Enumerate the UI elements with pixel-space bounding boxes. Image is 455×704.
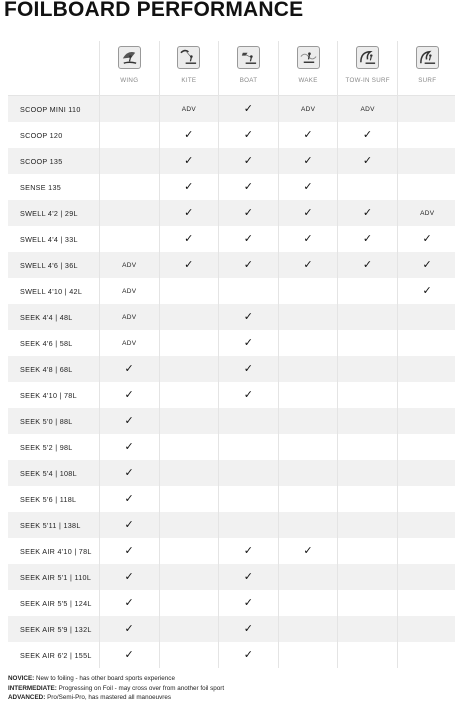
table-body xyxy=(8,96,455,668)
rating-cell-boat xyxy=(218,460,278,486)
rating-cell-kite xyxy=(159,616,219,642)
check-icon: ✓ xyxy=(303,154,313,167)
rating-cell-wake xyxy=(278,200,338,226)
check-icon: ✓ xyxy=(124,570,135,583)
corner-cell xyxy=(8,41,99,95)
legend-intermediate xyxy=(8,684,224,694)
check-icon: ✓ xyxy=(184,232,194,245)
board-name: SCOOP MINI 110 xyxy=(20,104,81,114)
table-header-row xyxy=(8,41,455,96)
rating-cell-tow-in-surf xyxy=(337,226,397,252)
rating-cell-kite xyxy=(159,96,219,122)
rating-cell-wing xyxy=(99,642,159,668)
legend-text: Pro/Semi-Pro, has mastered all manoeuvres xyxy=(47,694,171,702)
board-name: SEEK AIR 5'1 | 110L xyxy=(20,572,92,582)
check-icon: ✓ xyxy=(243,258,254,271)
check-icon: ✓ xyxy=(303,128,313,141)
check-icon: ✓ xyxy=(243,128,254,141)
rating-cell-wing xyxy=(99,538,159,564)
board-name: SEEK 5'4 | 108L xyxy=(20,468,77,478)
rating-cell-surf xyxy=(397,148,455,174)
rating-cell-surf xyxy=(397,330,455,356)
check-icon: ✓ xyxy=(124,492,135,505)
table-row xyxy=(8,226,455,252)
sport-column-boat xyxy=(218,41,278,95)
check-icon: ✓ xyxy=(184,258,194,271)
board-name: SCOOP 120 xyxy=(20,130,63,140)
advanced-badge: ADV xyxy=(122,313,137,321)
sport-column-wake xyxy=(278,41,338,95)
check-icon: ✓ xyxy=(243,180,254,193)
rating-cell-wing xyxy=(99,278,159,304)
rating-cell-surf xyxy=(397,616,455,642)
check-icon: ✓ xyxy=(124,414,135,427)
rating-cell-kite xyxy=(159,512,219,538)
rating-cell-wake xyxy=(278,330,338,356)
legend-novice xyxy=(8,674,224,684)
rating-cell-wing xyxy=(99,96,159,122)
rating-cell-surf xyxy=(397,538,455,564)
rating-cell-wake xyxy=(278,434,338,460)
rating-cell-wake xyxy=(278,408,338,434)
tow-in-surf-icon xyxy=(356,46,379,69)
rating-cell-kite xyxy=(159,122,219,148)
rating-cell-tow-in-surf xyxy=(337,252,397,278)
table-row xyxy=(8,174,455,200)
board-name: SEEK AIR 4'10 | 78L xyxy=(20,546,92,556)
rating-cell-surf xyxy=(397,460,455,486)
rating-cell-wing xyxy=(99,616,159,642)
advanced-badge: ADV xyxy=(360,105,375,113)
wing-foil-icon xyxy=(118,46,141,69)
legend-advanced xyxy=(8,693,224,703)
check-icon: ✓ xyxy=(243,622,254,635)
wake-foil-icon xyxy=(297,46,320,69)
table-row xyxy=(8,538,455,564)
rating-cell-kite xyxy=(159,486,219,512)
check-icon: ✓ xyxy=(362,206,373,219)
rating-cell-kite xyxy=(159,200,219,226)
rating-cell-tow-in-surf xyxy=(337,200,397,226)
rating-cell-boat xyxy=(218,616,278,642)
rating-cell-wing xyxy=(99,460,159,486)
rating-cell-kite xyxy=(159,434,219,460)
rating-cell-kite xyxy=(159,278,219,304)
legend-term: INTERMEDIATE: xyxy=(8,684,57,692)
rating-cell-kite xyxy=(159,642,219,668)
rating-cell-boat xyxy=(218,96,278,122)
rating-cell-surf xyxy=(397,590,455,616)
check-icon: ✓ xyxy=(184,180,194,193)
surf-foil-icon xyxy=(416,46,439,69)
advanced-badge: ADV xyxy=(122,261,137,269)
rating-cell-surf xyxy=(397,174,455,200)
board-name: SEEK 5'11 | 138L xyxy=(20,520,81,530)
rating-cell-boat xyxy=(218,122,278,148)
rating-cell-boat xyxy=(218,408,278,434)
check-icon: ✓ xyxy=(303,206,313,219)
check-icon: ✓ xyxy=(124,362,135,375)
rating-cell-tow-in-surf xyxy=(337,356,397,382)
board-name: SEEK AIR 6'2 | 155L xyxy=(20,650,92,660)
check-icon: ✓ xyxy=(362,232,373,245)
rating-cell-wing xyxy=(99,200,159,226)
check-icon: ✓ xyxy=(362,128,373,141)
rating-cell-wake xyxy=(278,460,338,486)
sport-column-kite xyxy=(159,41,219,95)
check-icon: ✓ xyxy=(243,362,254,375)
rating-cell-tow-in-surf xyxy=(337,278,397,304)
table-row xyxy=(8,382,455,408)
check-icon: ✓ xyxy=(184,206,194,219)
check-icon: ✓ xyxy=(243,102,254,115)
table-row xyxy=(8,434,455,460)
rating-cell-surf xyxy=(397,304,455,330)
legend-term: ADVANCED: xyxy=(8,694,46,702)
check-icon: ✓ xyxy=(422,258,433,271)
rating-cell-wing xyxy=(99,486,159,512)
board-name: SWELL 4'4 | 33L xyxy=(20,234,78,244)
board-name: SEEK 4'8 | 68L xyxy=(20,364,73,374)
check-icon: ✓ xyxy=(124,388,135,401)
rating-cell-boat xyxy=(218,382,278,408)
check-icon: ✓ xyxy=(303,180,313,193)
sport-label: BOAT xyxy=(239,77,258,84)
rating-cell-wake xyxy=(278,174,338,200)
board-name: SEEK 5'2 | 98L xyxy=(20,442,73,452)
rating-cell-wing xyxy=(99,174,159,200)
table-row xyxy=(8,252,455,278)
rating-cell-kite xyxy=(159,408,219,434)
advanced-badge: ADV xyxy=(420,209,435,217)
legend-term: NOVICE: xyxy=(8,675,35,682)
check-icon: ✓ xyxy=(243,310,254,323)
rating-cell-wake xyxy=(278,252,338,278)
rating-cell-kite xyxy=(159,564,219,590)
rating-cell-wake xyxy=(278,616,338,642)
rating-cell-tow-in-surf xyxy=(337,512,397,538)
check-icon: ✓ xyxy=(243,596,254,609)
table-row xyxy=(8,486,455,512)
rating-cell-wake xyxy=(278,564,338,590)
rating-cell-tow-in-surf xyxy=(337,122,397,148)
table-row xyxy=(8,122,455,148)
rating-cell-wake xyxy=(278,382,338,408)
rating-cell-wing xyxy=(99,226,159,252)
rating-cell-wake xyxy=(278,512,338,538)
rating-cell-surf xyxy=(397,382,455,408)
legend-text: New to foiling - has other board sports experience xyxy=(36,675,175,682)
advanced-badge: ADV xyxy=(300,105,316,113)
rating-cell-tow-in-surf xyxy=(337,96,397,122)
rating-cell-wing xyxy=(99,252,159,278)
rating-cell-kite xyxy=(159,226,219,252)
board-name: SWELL 4'10 | 42L xyxy=(20,286,83,296)
rating-cell-surf xyxy=(397,278,455,304)
check-icon: ✓ xyxy=(422,284,433,297)
check-icon: ✓ xyxy=(184,128,194,141)
check-icon: ✓ xyxy=(124,466,135,479)
rating-cell-boat xyxy=(218,148,278,174)
rating-cell-surf xyxy=(397,252,455,278)
board-name: SENSE 135 xyxy=(20,182,62,192)
rating-cell-wake xyxy=(278,538,338,564)
rating-cell-tow-in-surf xyxy=(337,382,397,408)
rating-cell-boat xyxy=(218,278,278,304)
sport-column-wing xyxy=(99,41,159,95)
rating-cell-boat xyxy=(218,564,278,590)
advanced-badge: ADV xyxy=(122,287,137,295)
rating-cell-boat xyxy=(218,330,278,356)
check-icon: ✓ xyxy=(422,232,433,245)
check-icon: ✓ xyxy=(243,570,254,583)
rating-cell-surf xyxy=(397,512,455,538)
check-icon: ✓ xyxy=(243,206,254,219)
rating-cell-boat xyxy=(218,356,278,382)
rating-cell-kite xyxy=(159,460,219,486)
table-row xyxy=(8,330,455,356)
rating-cell-kite xyxy=(159,304,219,330)
table-row xyxy=(8,460,455,486)
check-icon: ✓ xyxy=(303,258,313,271)
rating-cell-kite xyxy=(159,330,219,356)
rating-cell-wing xyxy=(99,382,159,408)
rating-cell-boat xyxy=(218,304,278,330)
sport-label: KITE xyxy=(181,77,197,84)
table-row xyxy=(8,356,455,382)
rating-cell-tow-in-surf xyxy=(337,642,397,668)
performance-table xyxy=(8,41,455,668)
rating-cell-surf xyxy=(397,356,455,382)
rating-cell-boat xyxy=(218,642,278,668)
check-icon: ✓ xyxy=(243,154,254,167)
board-name: SEEK AIR 5'9 | 132L xyxy=(20,624,92,634)
rating-cell-tow-in-surf xyxy=(337,434,397,460)
board-name: SEEK 5'6 | 118L xyxy=(20,494,77,504)
rating-cell-kite xyxy=(159,356,219,382)
rating-cell-tow-in-surf xyxy=(337,304,397,330)
table-row xyxy=(8,278,455,304)
rating-cell-wing xyxy=(99,330,159,356)
rating-cell-tow-in-surf xyxy=(337,590,397,616)
table-row xyxy=(8,616,455,642)
check-icon: ✓ xyxy=(362,258,373,271)
rating-cell-boat xyxy=(218,538,278,564)
rating-cell-surf xyxy=(397,486,455,512)
rating-cell-wing xyxy=(99,590,159,616)
rating-cell-tow-in-surf xyxy=(337,616,397,642)
rating-cell-wing xyxy=(99,408,159,434)
rating-cell-surf xyxy=(397,434,455,460)
table-row xyxy=(8,590,455,616)
rating-cell-wake xyxy=(278,356,338,382)
board-name: SCOOP 135 xyxy=(20,156,63,166)
rating-cell-surf xyxy=(397,122,455,148)
rating-cell-wing xyxy=(99,122,159,148)
sport-label: WAKE xyxy=(298,77,318,84)
rating-cell-surf xyxy=(397,408,455,434)
skill-legend xyxy=(8,674,224,703)
rating-cell-boat xyxy=(218,512,278,538)
rating-cell-wing xyxy=(99,356,159,382)
board-name: SWELL 4'2 | 29L xyxy=(20,208,78,218)
advanced-badge: ADV xyxy=(122,339,137,347)
board-name: SEEK 4'10 | 78L xyxy=(20,390,77,400)
sport-label: TOW-IN SURF xyxy=(345,77,390,84)
rating-cell-surf xyxy=(397,564,455,590)
check-icon: ✓ xyxy=(243,388,254,401)
rating-cell-wake xyxy=(278,590,338,616)
rating-cell-tow-in-surf xyxy=(337,174,397,200)
boat-foil-icon xyxy=(237,46,260,69)
rating-cell-wake xyxy=(278,226,338,252)
rating-cell-boat xyxy=(218,252,278,278)
rating-cell-wing xyxy=(99,304,159,330)
rating-cell-wing xyxy=(99,564,159,590)
page-title: FOILBOARD PERFORMANCE xyxy=(4,0,304,21)
table-row xyxy=(8,642,455,668)
sport-column-tow-in-surf xyxy=(337,41,397,95)
board-name: SEEK 4'4 | 48L xyxy=(20,312,73,322)
check-icon: ✓ xyxy=(124,518,135,531)
check-icon: ✓ xyxy=(124,544,135,557)
table-row xyxy=(8,96,455,122)
rating-cell-wake xyxy=(278,122,338,148)
board-name: SEEK 4'6 | 58L xyxy=(20,338,73,348)
check-icon: ✓ xyxy=(243,544,254,557)
rating-cell-kite xyxy=(159,148,219,174)
board-name: SWELL 4'6 | 36L xyxy=(20,260,78,270)
rating-cell-boat xyxy=(218,226,278,252)
rating-cell-kite xyxy=(159,590,219,616)
rating-cell-boat xyxy=(218,434,278,460)
rating-cell-tow-in-surf xyxy=(337,330,397,356)
check-icon: ✓ xyxy=(124,440,135,453)
check-icon: ✓ xyxy=(124,648,135,661)
rating-cell-wake xyxy=(278,96,338,122)
board-name: SEEK 5'0 | 88L xyxy=(20,416,73,426)
rating-cell-kite xyxy=(159,538,219,564)
rating-cell-kite xyxy=(159,252,219,278)
rating-cell-boat xyxy=(218,174,278,200)
rating-cell-tow-in-surf xyxy=(337,564,397,590)
rating-cell-wing xyxy=(99,148,159,174)
rating-cell-boat xyxy=(218,486,278,512)
rating-cell-boat xyxy=(218,590,278,616)
rating-cell-wake xyxy=(278,642,338,668)
advanced-badge: ADV xyxy=(181,105,197,113)
rating-cell-surf xyxy=(397,200,455,226)
kite-foil-icon xyxy=(177,46,200,69)
rating-cell-tow-in-surf xyxy=(337,460,397,486)
rating-cell-tow-in-surf xyxy=(337,486,397,512)
legend-text: Progressing on Foil - may cross over from another foil sport xyxy=(58,684,225,692)
sport-label: SURF xyxy=(418,77,437,84)
sport-column-surf xyxy=(397,41,455,95)
rating-cell-surf xyxy=(397,96,455,122)
rating-cell-kite xyxy=(159,382,219,408)
rating-cell-wake xyxy=(278,278,338,304)
rating-cell-wake xyxy=(278,148,338,174)
sport-label: WING xyxy=(120,77,139,84)
rating-cell-tow-in-surf xyxy=(337,408,397,434)
table-row xyxy=(8,304,455,330)
rating-cell-wing xyxy=(99,512,159,538)
check-icon: ✓ xyxy=(124,622,135,635)
rating-cell-tow-in-surf xyxy=(337,148,397,174)
check-icon: ✓ xyxy=(303,232,313,245)
rating-cell-surf xyxy=(397,642,455,668)
table-row xyxy=(8,408,455,434)
table-row xyxy=(8,564,455,590)
check-icon: ✓ xyxy=(243,232,254,245)
rating-cell-kite xyxy=(159,174,219,200)
check-icon: ✓ xyxy=(303,544,313,557)
rating-cell-wake xyxy=(278,304,338,330)
rating-cell-tow-in-surf xyxy=(337,538,397,564)
check-icon: ✓ xyxy=(362,154,373,167)
rating-cell-wake xyxy=(278,486,338,512)
rating-cell-surf xyxy=(397,226,455,252)
check-icon: ✓ xyxy=(243,648,254,661)
table-row xyxy=(8,512,455,538)
board-name: SEEK AIR 5'5 | 124L xyxy=(20,598,92,608)
check-icon: ✓ xyxy=(124,596,135,609)
rating-cell-boat xyxy=(218,200,278,226)
check-icon: ✓ xyxy=(243,336,254,349)
table-row xyxy=(8,200,455,226)
check-icon: ✓ xyxy=(184,154,194,167)
table-row xyxy=(8,148,455,174)
rating-cell-wing xyxy=(99,434,159,460)
